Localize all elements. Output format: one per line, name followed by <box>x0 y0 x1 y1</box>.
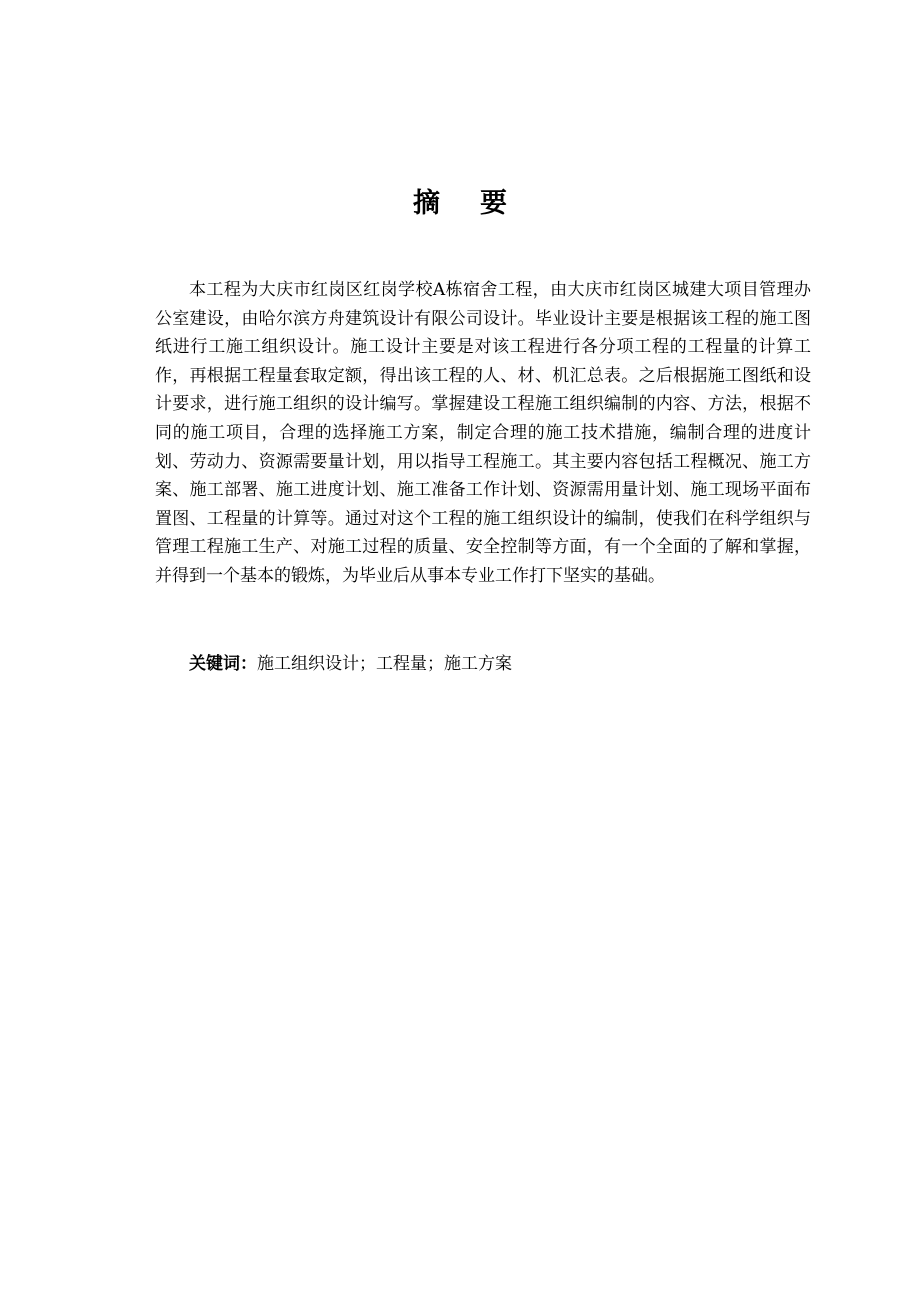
keywords-label: 关键词： <box>189 654 257 674</box>
title-char-1: 摘 <box>413 188 440 219</box>
keywords-values: 施工组织设计；工程量；施工方案 <box>257 654 512 674</box>
abstract-paragraph: 本工程为大庆市红岗区红岗学校A栋宿舍工程，由大庆市红岗区城建大项目管理办公室建设，由哈尔滨方舟建筑设计有限公司设计。毕业设计主要是根据该工程的施工图纸进行工施工组织设计。施工设计主要是对该工程进行各分项工程的工程量的计算工作，再根据工程量套取定额，得出该工程的人、材、机汇总表。之后根据施工图纸和设计要求，进行施工组织的设计编写。掌握建设工程施工组织编制的内容、方法，根据不同的施工项目，合理的选择施工方案，制定合理的施工技术措施，编制合理的进度计划、劳动力、资源需要量计划，用以指导工程施工。其主要内容包括工程概况、施工方案、施工部署、施工进度计划、施工准备工作计划、资源需用量计划、施工现场平面布置图、工程量的计算等。通过对这个工程的施工组织设计的编制，使我们在科学组织与管理工程施工生产、对施工过程的质量、安全控制等方面，有一个全面的了解和掌握，并得到一个基本的锻炼，为毕业后从事本专业工作打下坚实的基础。 <box>155 280 811 586</box>
abstract-body <box>155 276 811 591</box>
title-char-2: 要 <box>480 188 507 219</box>
page-title <box>0 186 920 222</box>
keywords-line <box>189 650 809 678</box>
